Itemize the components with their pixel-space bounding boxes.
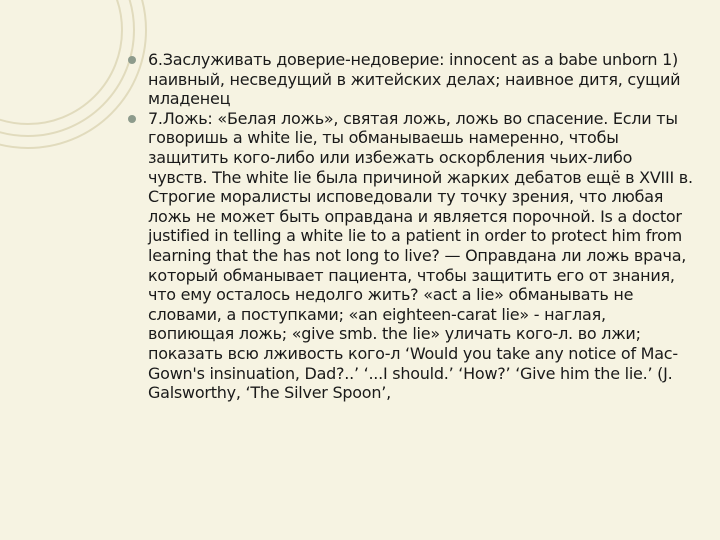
bullet-item [128, 50, 694, 109]
bullet-text: 6.Заслуживать доверие-недоверие: innocent as a babe unborn 1) наивный, несведущий в житейских делах; наивное дитя, сущий младенец [148, 50, 681, 109]
bullet-icon [128, 56, 136, 64]
slide-content [128, 50, 694, 403]
bullet-icon [128, 115, 136, 123]
bullet-text: 7.Ложь: «Белая ложь», святая ложь, ложь во спасение. Если ты говоришь a white lie, ты обманываешь намеренно, чтобы защитить кого-либо или избежать оскорбления чьих-либо чувств. The white lie была причиной жарких дебатов ещё в XVIII в. Строгие моралисты исповедовали ту точку зрения, что любая ложь не может быть оправдана и является порочной. Is a doctor justified in telling a white lie to a patient in order to protect him from learning that the has not long to live? — Оправдана ли ложь врача, который обманывает пациента, чтобы защитить его от знания, что ему осталось недолго жить? «act a lie» обманывать не словами, а поступками; «an eighteen-carat lie» - наглая, вопиющая ложь; «give smb. the lie» уличать кого-л. во лжи; показать всю лживость кого-л ‘Would you take any notice of Mac-Gown's insinuation, Dad?..’ ‘...I should.’ ‘How?’ ‘Give him the lie.’ (J. Galsworthy, ‘The Silver Spoon’, [148, 108, 693, 403]
bullet-list [128, 50, 694, 403]
bullet-item [128, 109, 694, 403]
